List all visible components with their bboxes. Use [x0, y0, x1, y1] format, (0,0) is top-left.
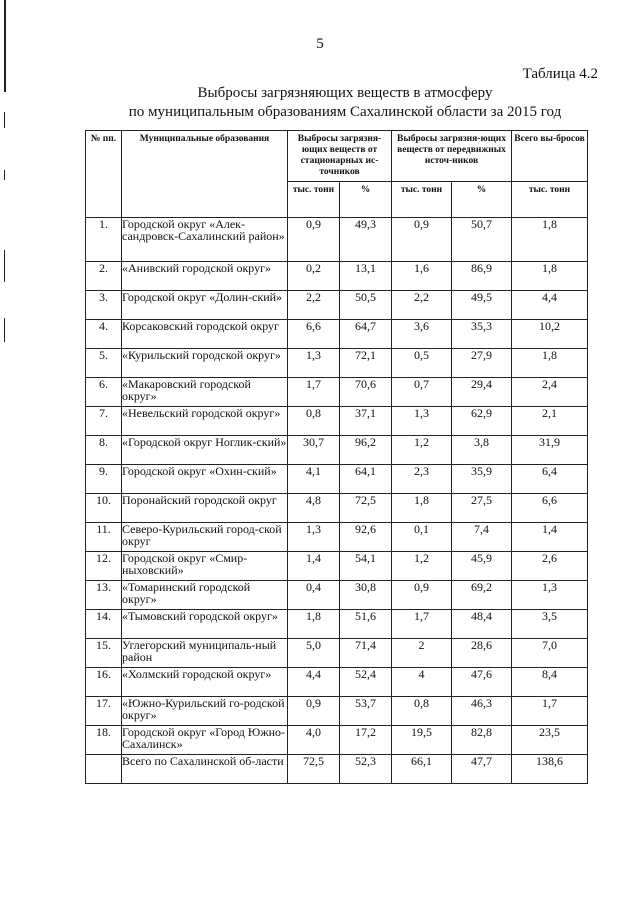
total-ths: 1,8 — [512, 349, 588, 378]
stationary-pct: 52,3 — [340, 755, 392, 784]
mobile-pct: 82,8 — [452, 726, 512, 755]
municipality-name: «Невельский городской округ» — [122, 407, 288, 436]
mobile-pct: 50,7 — [452, 218, 512, 262]
row-number: 9. — [86, 465, 122, 494]
mobile-ths: 0,9 — [392, 581, 452, 610]
municipality-name: «Холмский городской округ» — [122, 668, 288, 697]
row-number — [86, 755, 122, 784]
total-ths: 1,8 — [512, 218, 588, 262]
header-stationary-pct: % — [340, 182, 392, 218]
table-row — [86, 726, 588, 755]
table-row — [86, 465, 588, 494]
stationary-pct: 70,6 — [340, 378, 392, 407]
total-ths: 31,9 — [512, 436, 588, 465]
total-ths: 7,0 — [512, 639, 588, 668]
total-ths: 23,5 — [512, 726, 588, 755]
municipality-name: Северо-Курильский город-ской округ — [122, 523, 288, 552]
total-ths: 6,6 — [512, 494, 588, 523]
row-number: 16. — [86, 668, 122, 697]
table-row — [86, 668, 588, 697]
stationary-ths: 0,9 — [288, 697, 340, 726]
stationary-pct: 72,1 — [340, 349, 392, 378]
row-number: 18. — [86, 726, 122, 755]
header-mobile-pct: % — [452, 182, 512, 218]
emissions-table — [85, 130, 588, 784]
mobile-pct: 47,7 — [452, 755, 512, 784]
municipality-name: «Томаринский городской округ» — [122, 581, 288, 610]
row-number: 5. — [86, 349, 122, 378]
municipality-name: Всего по Сахалинской об-ласти — [122, 755, 288, 784]
total-ths: 2,6 — [512, 552, 588, 581]
mobile-pct: 49,5 — [452, 291, 512, 320]
mobile-pct: 7,4 — [452, 523, 512, 552]
municipality-name: «Макаровский городской округ» — [122, 378, 288, 407]
municipality-name: Городской округ «Смир-ныховский» — [122, 552, 288, 581]
scan-edge-mark — [4, 170, 5, 180]
scan-edge-mark — [4, 318, 5, 342]
total-ths: 1,7 — [512, 697, 588, 726]
mobile-pct: 28,6 — [452, 639, 512, 668]
scan-edge-mark — [4, 112, 5, 128]
stationary-ths: 30,7 — [288, 436, 340, 465]
stationary-ths: 6,6 — [288, 320, 340, 349]
table-row — [86, 262, 588, 291]
total-ths: 1,8 — [512, 262, 588, 291]
stationary-ths: 4,8 — [288, 494, 340, 523]
header-total: Всего вы-бросов — [512, 131, 588, 182]
total-ths: 6,4 — [512, 465, 588, 494]
header-num: № пп. — [86, 131, 122, 218]
mobile-pct: 86,9 — [452, 262, 512, 291]
mobile-pct: 47,6 — [452, 668, 512, 697]
stationary-pct: 49,3 — [340, 218, 392, 262]
municipality-name: «Городской округ Ноглик-ский» — [122, 436, 288, 465]
row-number: 15. — [86, 639, 122, 668]
row-number: 1. — [86, 218, 122, 262]
total-ths: 1,3 — [512, 581, 588, 610]
row-number: 13. — [86, 581, 122, 610]
stationary-ths: 1,8 — [288, 610, 340, 639]
stationary-pct: 72,5 — [340, 494, 392, 523]
mobile-pct: 35,9 — [452, 465, 512, 494]
row-number: 12. — [86, 552, 122, 581]
total-ths: 8,4 — [512, 668, 588, 697]
table-row — [86, 581, 588, 610]
table-row — [86, 755, 588, 784]
stationary-pct: 13,1 — [340, 262, 392, 291]
header-mobile: Выбросы загрязня-ющих веществ от передвижных источ-ников — [392, 131, 512, 182]
stationary-pct: 30,8 — [340, 581, 392, 610]
total-ths: 4,4 — [512, 291, 588, 320]
table-body — [86, 218, 588, 784]
mobile-ths: 0,9 — [392, 218, 452, 262]
row-number: 6. — [86, 378, 122, 407]
stationary-pct: 54,1 — [340, 552, 392, 581]
row-number: 7. — [86, 407, 122, 436]
table-row — [86, 407, 588, 436]
scan-edge-mark — [4, 250, 5, 282]
stationary-ths: 0,9 — [288, 218, 340, 262]
mobile-ths: 0,8 — [392, 697, 452, 726]
table-title — [90, 84, 600, 122]
municipality-name: Городской округ «Охин-ский» — [122, 465, 288, 494]
row-number: 2. — [86, 262, 122, 291]
stationary-pct: 53,7 — [340, 697, 392, 726]
municipality-name: «Южно-Курильский го-родской округ» — [122, 697, 288, 726]
table-row — [86, 552, 588, 581]
total-ths: 1,4 — [512, 523, 588, 552]
table-row — [86, 378, 588, 407]
mobile-ths: 19,5 — [392, 726, 452, 755]
table-row — [86, 349, 588, 378]
stationary-pct: 92,6 — [340, 523, 392, 552]
stationary-ths: 4,1 — [288, 465, 340, 494]
mobile-ths: 1,7 — [392, 610, 452, 639]
mobile-ths: 0,7 — [392, 378, 452, 407]
stationary-pct: 64,1 — [340, 465, 392, 494]
table-row — [86, 218, 588, 262]
mobile-pct: 48,4 — [452, 610, 512, 639]
mobile-ths: 1,3 — [392, 407, 452, 436]
mobile-ths: 2 — [392, 639, 452, 668]
municipality-name: «Анивский городской округ» — [122, 262, 288, 291]
table-row — [86, 494, 588, 523]
municipality-name: Городской округ «Алек-сандровск-Сахалинский район» — [122, 218, 288, 262]
mobile-pct: 46,3 — [452, 697, 512, 726]
mobile-ths: 3,6 — [392, 320, 452, 349]
stationary-pct: 37,1 — [340, 407, 392, 436]
row-number: 11. — [86, 523, 122, 552]
mobile-ths: 66,1 — [392, 755, 452, 784]
stationary-pct: 52,4 — [340, 668, 392, 697]
total-ths: 2,4 — [512, 378, 588, 407]
mobile-pct: 35,3 — [452, 320, 512, 349]
table-row — [86, 610, 588, 639]
total-ths: 10,2 — [512, 320, 588, 349]
stationary-ths: 1,4 — [288, 552, 340, 581]
stationary-pct: 17,2 — [340, 726, 392, 755]
total-ths: 3,5 — [512, 610, 588, 639]
table-row — [86, 523, 588, 552]
total-ths: 138,6 — [512, 755, 588, 784]
stationary-pct: 71,4 — [340, 639, 392, 668]
table-number: Таблица 4.2 — [522, 66, 598, 82]
row-number: 4. — [86, 320, 122, 349]
title-line-1: Выбросы загрязняющих веществ в атмосферу — [197, 85, 493, 101]
mobile-ths: 2,3 — [392, 465, 452, 494]
row-number: 17. — [86, 697, 122, 726]
header-mobile-ths: тыс. тонн — [392, 182, 452, 218]
page-number: 5 — [316, 36, 324, 52]
table-row — [86, 291, 588, 320]
stationary-ths: 4,0 — [288, 726, 340, 755]
mobile-pct: 27,5 — [452, 494, 512, 523]
municipality-name: Городской округ «Город Южно-Сахалинск» — [122, 726, 288, 755]
municipality-name: Корсаковский городской округ — [122, 320, 288, 349]
row-number: 14. — [86, 610, 122, 639]
mobile-pct: 45,9 — [452, 552, 512, 581]
table-row — [86, 697, 588, 726]
stationary-pct: 51,6 — [340, 610, 392, 639]
mobile-pct: 29,4 — [452, 378, 512, 407]
mobile-ths: 4 — [392, 668, 452, 697]
mobile-pct: 62,9 — [452, 407, 512, 436]
header-municipality: Муниципальные образования — [122, 131, 288, 218]
municipality-name: Поронайский городской округ — [122, 494, 288, 523]
mobile-pct: 27,9 — [452, 349, 512, 378]
municipality-name: Углегорский муниципаль-ный район — [122, 639, 288, 668]
header-total-ths: тыс. тонн — [512, 182, 588, 218]
municipality-name: Городской округ «Долин-ский» — [122, 291, 288, 320]
stationary-pct: 96,2 — [340, 436, 392, 465]
mobile-ths: 0,5 — [392, 349, 452, 378]
row-number: 10. — [86, 494, 122, 523]
stationary-pct: 64,7 — [340, 320, 392, 349]
stationary-pct: 50,5 — [340, 291, 392, 320]
mobile-pct: 69,2 — [452, 581, 512, 610]
stationary-ths: 0,2 — [288, 262, 340, 291]
table-row — [86, 320, 588, 349]
table-row — [86, 639, 588, 668]
row-number: 3. — [86, 291, 122, 320]
mobile-ths: 1,8 — [392, 494, 452, 523]
stationary-ths: 1,3 — [288, 523, 340, 552]
mobile-pct: 3,8 — [452, 436, 512, 465]
stationary-ths: 1,3 — [288, 349, 340, 378]
table-row — [86, 436, 588, 465]
stationary-ths: 2,2 — [288, 291, 340, 320]
municipality-name: «Курильский городской округ» — [122, 349, 288, 378]
municipality-name: «Тымовский городской округ» — [122, 610, 288, 639]
stationary-ths: 1,7 — [288, 378, 340, 407]
mobile-ths: 1,6 — [392, 262, 452, 291]
title-line-2: по муниципальным образованиям Сахалинской области за 2015 год — [128, 104, 562, 120]
total-ths: 2,1 — [512, 407, 588, 436]
row-number: 8. — [86, 436, 122, 465]
stationary-ths: 72,5 — [288, 755, 340, 784]
mobile-ths: 1,2 — [392, 436, 452, 465]
mobile-ths: 2,2 — [392, 291, 452, 320]
mobile-ths: 1,2 — [392, 552, 452, 581]
stationary-ths: 5,0 — [288, 639, 340, 668]
stationary-ths: 0,4 — [288, 581, 340, 610]
header-stationary-ths: тыс. тонн — [288, 182, 340, 218]
stationary-ths: 0,8 — [288, 407, 340, 436]
stationary-ths: 4,4 — [288, 668, 340, 697]
mobile-ths: 0,1 — [392, 523, 452, 552]
header-stationary: Выбросы загрязня-ющих веществ от стационарных ис-точников — [288, 131, 392, 182]
